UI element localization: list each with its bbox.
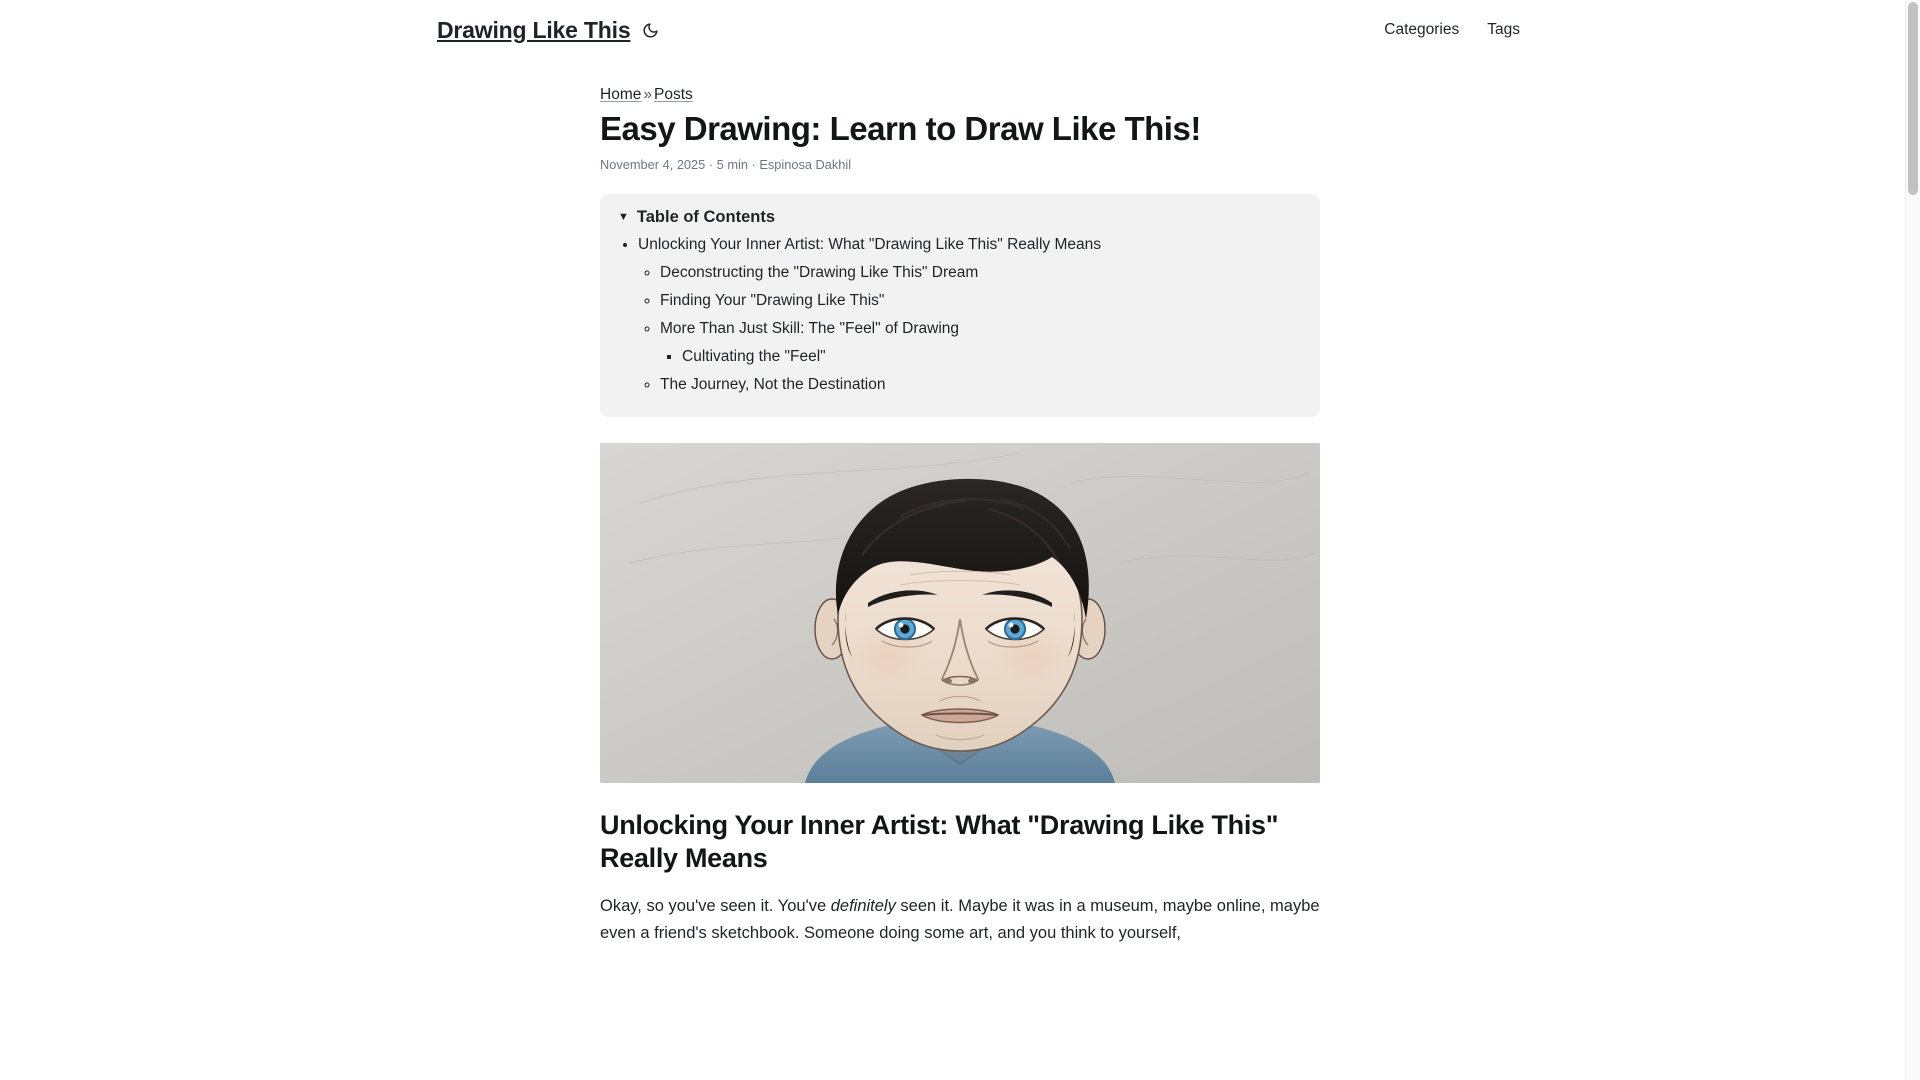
toc-toggle[interactable]	[618, 208, 1302, 227]
featured-portrait-illustration	[600, 443, 1320, 783]
toc-sublist	[638, 261, 1302, 397]
toc-link-2[interactable]: Deconstructing the "Drawing Like This" Dream	[660, 263, 979, 281]
site-title-link[interactable]: Drawing Like This	[437, 16, 631, 43]
toc-link-4[interactable]: More Than Just Skill: The "Feel" of Drawing	[660, 319, 960, 337]
toc-link-6[interactable]: The Journey, Not the Destination	[660, 376, 886, 394]
triangle-down-icon: ▼	[618, 210, 629, 223]
toc-label: Table of Contents	[636, 207, 775, 226]
table-of-contents	[600, 194, 1320, 417]
toc-subsublist	[660, 345, 1302, 369]
post-meta: November 4, 2025 · 5 min · Espinosa Dakhil	[600, 156, 852, 172]
list-item	[660, 317, 1302, 369]
list-item	[682, 345, 1302, 369]
brand	[437, 16, 661, 43]
breadcrumb-separator: »	[643, 86, 652, 103]
paragraph-text-start: Okay, so you've seen it. You've	[600, 896, 831, 915]
paragraph-text-end: seen it. Maybe it was in a museum, maybe online, maybe even a friend's sketchbook. Someone doing some art, and you think to yourself,	[600, 896, 1320, 942]
paragraph-emphasis: definitely	[830, 896, 896, 915]
section-heading: Unlocking Your Inner Artist: What "Drawing Like This" Really Means	[600, 810, 1279, 873]
page-title: Easy Drawing: Learn to Draw Like This!	[600, 110, 1201, 147]
page-container	[600, 60, 1320, 946]
toc-link-1[interactable]: Unlocking Your Inner Artist: What "Drawing Like This" Really Means	[638, 235, 1102, 253]
breadcrumb-home[interactable]: Home	[600, 86, 642, 103]
toc-link-3[interactable]: Finding Your "Drawing Like This"	[660, 291, 885, 309]
main-nav	[1384, 21, 1520, 39]
toc-link-5[interactable]: Cultivating the "Feel"	[682, 348, 826, 365]
toc-list	[618, 233, 1302, 397]
page-scrollbar[interactable]	[1905, 0, 1920, 1080]
list-item	[660, 289, 1302, 313]
site-header	[0, 0, 1920, 60]
moon-icon[interactable]	[639, 19, 661, 41]
scrollbar-thumb[interactable]	[1908, 2, 1918, 195]
nav-link-categories[interactable]: Categories	[1384, 21, 1460, 38]
list-item	[638, 233, 1302, 397]
list-item	[660, 261, 1302, 285]
breadcrumb	[600, 86, 1320, 104]
body-paragraph	[600, 893, 1320, 946]
nav-link-tags[interactable]: Tags	[1487, 21, 1520, 38]
list-item	[660, 373, 1302, 397]
breadcrumb-posts[interactable]: Posts	[653, 86, 693, 103]
